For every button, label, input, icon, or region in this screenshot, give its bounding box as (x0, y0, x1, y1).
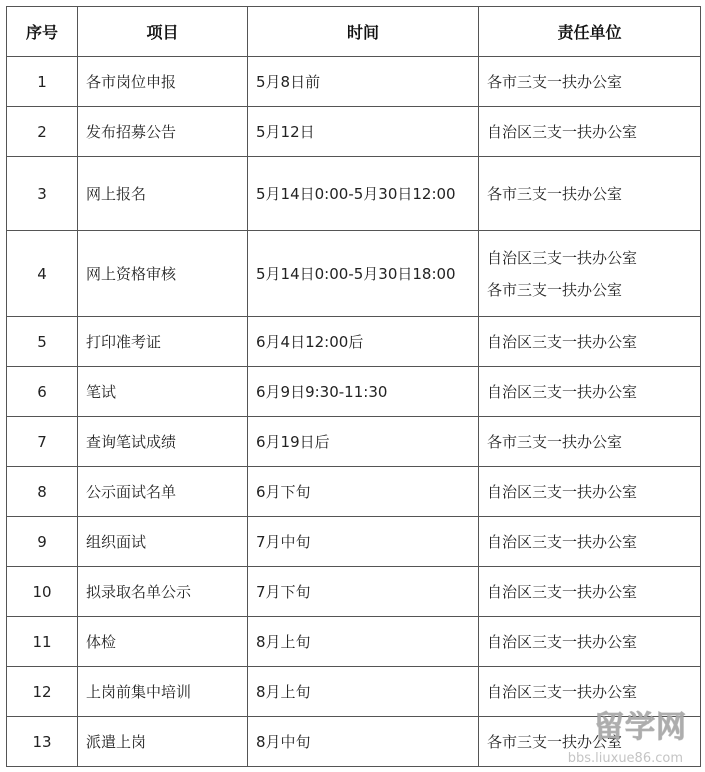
unit-name: 自治区三支一扶办公室 (487, 122, 638, 141)
cell-time: 5月14日0:00-5月30日18:00 (248, 231, 479, 317)
cell-item: 网上报名 (78, 157, 248, 231)
schedule-table (6, 6, 701, 767)
unit-name: 自治区三支一扶办公室 (487, 248, 638, 267)
cell-unit (479, 317, 701, 367)
table-row (7, 417, 701, 467)
unit-name: 各市三支一扶办公室 (487, 184, 623, 203)
cell-no: 9 (7, 517, 78, 567)
watermark-url-text: bbs.liuxue86.com (567, 751, 683, 766)
unit-name: 各市三支一扶办公室 (487, 732, 623, 751)
unit-name: 自治区三支一扶办公室 (487, 382, 638, 401)
unit-name: 自治区三支一扶办公室 (487, 332, 638, 351)
table-row (7, 57, 701, 107)
cell-time: 8月上旬 (248, 667, 479, 717)
cell-time: 6月9日9:30-11:30 (248, 367, 479, 417)
header-no: 序号 (7, 7, 78, 57)
cell-unit (479, 617, 701, 667)
unit-name: 各市三支一扶办公室 (487, 72, 623, 91)
cell-unit (479, 417, 701, 467)
cell-unit (479, 57, 701, 107)
cell-time: 8月上旬 (248, 617, 479, 667)
table-row (7, 317, 701, 367)
cell-item: 各市岗位申报 (78, 57, 248, 107)
cell-time: 7月中旬 (248, 517, 479, 567)
cell-item: 查询笔试成绩 (78, 417, 248, 467)
table-row (7, 231, 701, 317)
table-row (7, 567, 701, 617)
cell-unit (479, 107, 701, 157)
cell-item: 组织面试 (78, 517, 248, 567)
table-row (7, 467, 701, 517)
cell-unit (479, 367, 701, 417)
cell-unit (479, 231, 701, 317)
cell-time: 8月中旬 (248, 717, 479, 767)
unit-name: 自治区三支一扶办公室 (487, 632, 638, 651)
table-row (7, 617, 701, 667)
table-header-row (7, 7, 701, 57)
table-row (7, 367, 701, 417)
unit-name: 自治区三支一扶办公室 (487, 682, 638, 701)
cell-unit (479, 467, 701, 517)
cell-no: 12 (7, 667, 78, 717)
cell-no: 7 (7, 417, 78, 467)
cell-no: 6 (7, 367, 78, 417)
cell-item: 笔试 (78, 367, 248, 417)
cell-no: 2 (7, 107, 78, 157)
header-item: 项目 (78, 7, 248, 57)
table-body (7, 57, 701, 767)
cell-time: 6月19日后 (248, 417, 479, 467)
cell-no: 4 (7, 231, 78, 317)
cell-item: 派遣上岗 (78, 717, 248, 767)
table-row (7, 517, 701, 567)
cell-time: 6月下旬 (248, 467, 479, 517)
cell-unit (479, 157, 701, 231)
cell-unit (479, 517, 701, 567)
watermark-logo (529, 712, 699, 766)
watermark-main-text: 留学网 (594, 710, 687, 745)
unit-name: 自治区三支一扶办公室 (487, 482, 638, 501)
cell-no: 3 (7, 157, 78, 231)
cell-no: 1 (7, 57, 78, 107)
cell-no: 5 (7, 317, 78, 367)
cell-time: 7月下旬 (248, 567, 479, 617)
table-row (7, 157, 701, 231)
header-unit: 责任单位 (479, 7, 701, 57)
cell-item: 网上资格审核 (78, 231, 248, 317)
cell-unit (479, 567, 701, 617)
cell-item: 上岗前集中培训 (78, 667, 248, 717)
cell-time: 5月12日 (248, 107, 479, 157)
cell-no: 10 (7, 567, 78, 617)
cell-time: 6月4日12:00后 (248, 317, 479, 367)
cell-no: 8 (7, 467, 78, 517)
unit-name: 自治区三支一扶办公室 (487, 582, 638, 601)
cell-item: 拟录取名单公示 (78, 567, 248, 617)
cell-time: 5月8日前 (248, 57, 479, 107)
unit-name: 自治区三支一扶办公室 (487, 532, 638, 551)
unit-name: 各市三支一扶办公室 (487, 432, 623, 451)
cell-item: 公示面试名单 (78, 467, 248, 517)
cell-no: 11 (7, 617, 78, 667)
cell-no: 13 (7, 717, 78, 767)
table-row (7, 107, 701, 157)
cell-item: 发布招募公告 (78, 107, 248, 157)
unit-name: 各市三支一扶办公室 (487, 280, 623, 299)
cell-item: 打印准考证 (78, 317, 248, 367)
header-time: 时间 (248, 7, 479, 57)
cell-item: 体检 (78, 617, 248, 667)
cell-time: 5月14日0:00-5月30日12:00 (248, 157, 479, 231)
